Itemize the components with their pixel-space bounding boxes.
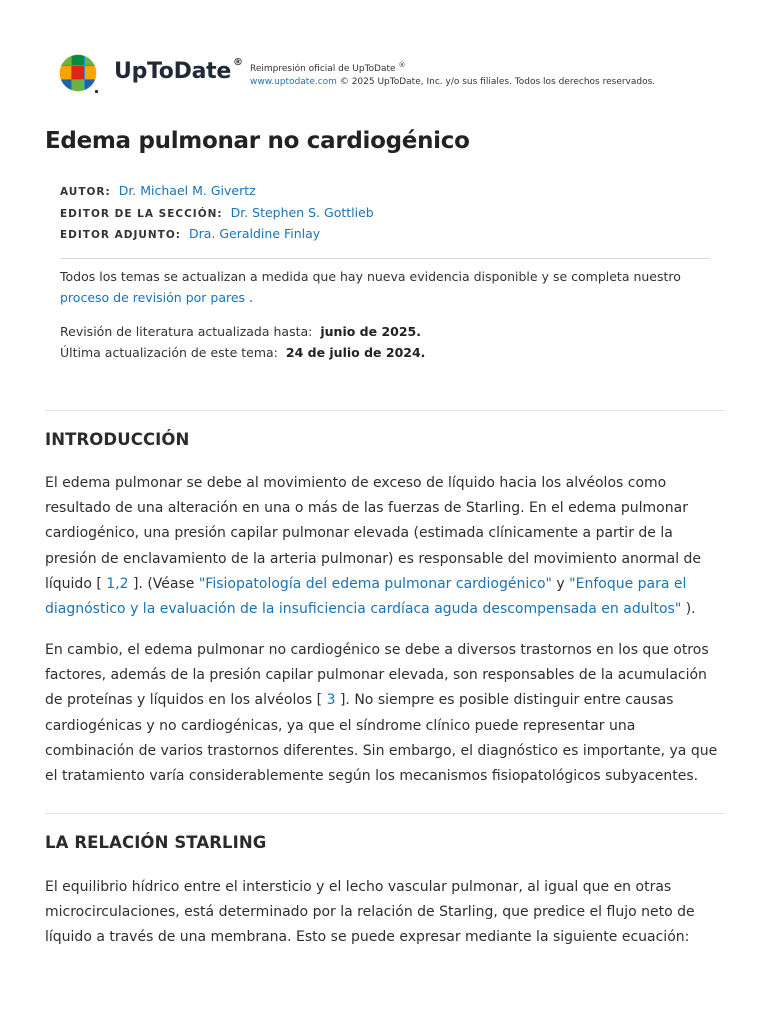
divider: [45, 410, 725, 411]
copyright-text: © 2025 UpToDate, Inc. y/o sus filiales. Todos los derechos reservados.: [339, 77, 656, 87]
author-link[interactable]: Dr. Michael M. Givertz: [118, 183, 256, 198]
divider: [45, 813, 725, 814]
section-heading-starling: LA RELACIÓN STARLING: [45, 833, 267, 852]
brand-logo-text[interactable]: UpToDate ®: [114, 57, 243, 84]
update-notice: [60, 266, 720, 308]
notice-end: .: [249, 290, 254, 305]
section-editor-row: [60, 203, 374, 225]
author-label: AUTOR:: [60, 186, 111, 198]
deputy-editor-link[interactable]: Dra. Geraldine Finlay: [188, 226, 321, 241]
author-block: [60, 181, 374, 246]
paragraph: El edema pulmonar se debe al movimiento de exceso de líquido hacia los alvéolos como resultado de una alteración en una o más de las fuerzas de Starling. En el edema pulmonar cardiogénico, una presión capilar pulmonar elevada (estimada clínicamente a partir de la presión de enclavamiento de la arteria pulmonar) es responsable del movimiento anormal de líquido [ 1,2 ]. (Véase "Fisiopatología del edema pulmonar cardiogénico" y "Enfoque para el diagnóstico y la evaluación de la insuficiencia cardíaca aguda descompensada en adultos" ).: [45, 475, 702, 618]
review-dates: [60, 322, 425, 363]
deputy-editor-row: [60, 224, 374, 246]
peer-review-link[interactable]: proceso de revisión por pares: [60, 290, 246, 305]
reference-link[interactable]: 1,2: [106, 575, 129, 592]
author-row: [60, 181, 374, 203]
last-update-date: 24 de julio de 2024.: [285, 344, 426, 360]
reprint-notice: Reimpresión oficial de UpToDate ® www.uptodate.com © 2025 UpToDate, Inc. y/o sus filiales. Todos los derechos reservados.: [250, 61, 656, 87]
reference-link[interactable]: 3: [326, 692, 336, 709]
deputy-editor-label: EDITOR ADJUNTO:: [60, 229, 181, 241]
uptodate-globe-icon[interactable]: [58, 53, 100, 95]
literature-review-label: Revisión de literatura actualizada hasta:: [60, 324, 313, 339]
topic-link-fisiopatologia[interactable]: "Fisiopatología del edema pulmonar cardiogénico": [198, 575, 552, 592]
last-update-label: Última actualización de este tema:: [60, 344, 278, 360]
section-heading-introduction: INTRODUCCIÓN: [45, 430, 190, 449]
notice-text: Todos los temas se actualizan a medida que hay nueva evidencia disponible y se completa nuestro: [60, 269, 681, 284]
topic-link-enfoque[interactable]: "Enfoque para el diagnóstico y la evaluación de la insuficiencia cardíaca aguda descompensada en adultos": [45, 575, 687, 618]
site-link[interactable]: www.uptodate.com: [250, 77, 337, 87]
divider: [60, 258, 710, 259]
reprint-line: Reimpresión oficial de UpToDate: [250, 64, 396, 74]
paragraph: El equilibrio hídrico entre el intersticio y el lecho vascular pulmonar, al igual que en otras microcirculaciones, está determinado por la relación de Starling, que predice el flujo neto de líquido a través de una membrana. Esto se puede expresar mediante la siguiente ecuación:: [45, 879, 695, 946]
header: [58, 52, 243, 96]
literature-review-date: junio de 2025.: [320, 324, 421, 339]
paragraph: En cambio, el edema pulmonar no cardiogénico se debe a diversos trastornos en los que otros factores, además de la presión capilar pulmonar elevada, son responsables de la acumulación de proteínas y líquidos en los alvéolos [ 3 ]. No siempre es posible distinguir entre causas cardiogénicas y no cardiogénicas, ya que el síndrome clínico puede representar una combinación de varios trastornos diferentes. Sin embargo, el diagnóstico es importante, ya que el tratamiento varía considerablemente según los mecanismos fisiopatológicos subyacentes.: [45, 642, 718, 785]
page-title: Edema pulmonar no cardiogénico: [45, 128, 470, 154]
section-editor-link[interactable]: Dr. Stephen S. Gottlieb: [230, 204, 374, 220]
section-editor-label: EDITOR DE LA SECCIÓN:: [60, 207, 223, 220]
